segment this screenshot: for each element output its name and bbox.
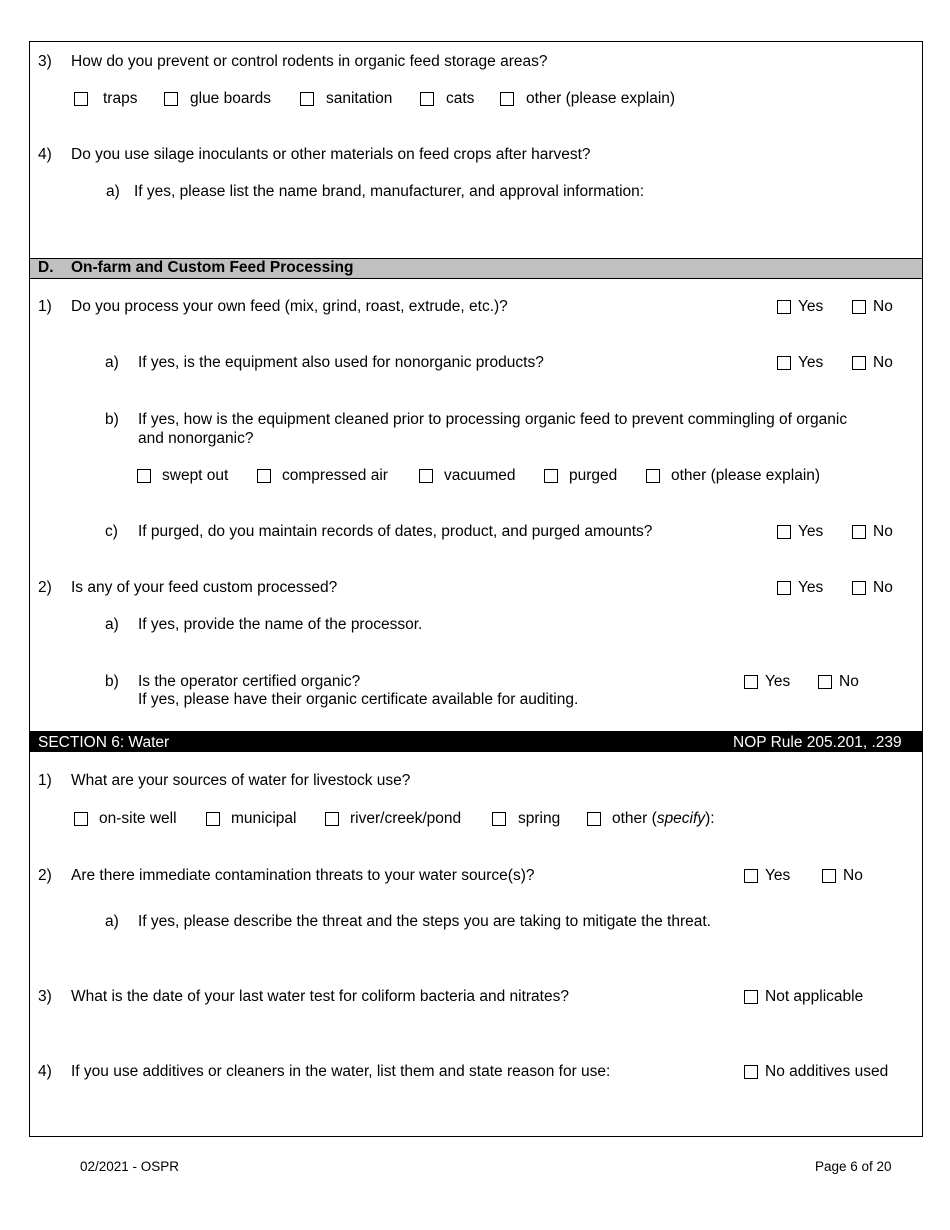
question-number: 4)	[38, 146, 52, 163]
question-number: 2)	[38, 579, 52, 596]
other-water-label: other (specify):	[612, 810, 715, 827]
equipment-nonorganic-question: If yes, is the equipment also used for nonorganic products?	[138, 354, 544, 371]
no-label: No	[873, 354, 893, 371]
cats-label: cats	[446, 90, 475, 107]
equipment-cleaning-question-line1: If yes, how is the equipment cleaned prior to processing organic feed to prevent commingling of organic	[138, 411, 848, 428]
subquestion-label: b)	[105, 673, 119, 690]
equipment-nonorganic-no-checkbox[interactable]	[852, 356, 866, 370]
equipment-cleaning-question-line2: and nonorganic?	[138, 430, 254, 447]
swept-out-label: swept out	[162, 467, 229, 484]
no-additives-checkbox[interactable]	[744, 1065, 758, 1079]
purge-records-no-checkbox[interactable]	[852, 525, 866, 539]
other-rodent-checkbox[interactable]	[500, 92, 514, 106]
process-feed-yes-checkbox[interactable]	[777, 300, 791, 314]
contamination-yes-checkbox[interactable]	[744, 869, 758, 883]
spring-checkbox[interactable]	[492, 812, 506, 826]
traps-label: traps	[103, 90, 138, 107]
onsite-well-label: on-site well	[99, 810, 177, 827]
custom-processed-yes-checkbox[interactable]	[777, 581, 791, 595]
operator-certified-no-checkbox[interactable]	[818, 675, 832, 689]
no-label: No	[873, 523, 893, 540]
municipal-checkbox[interactable]	[206, 812, 220, 826]
operator-certified-yes-checkbox[interactable]	[744, 675, 758, 689]
other-rodent-label: other (please explain)	[526, 90, 676, 107]
silage-question: Do you use silage inoculants or other materials on feed crops after harvest?	[71, 146, 591, 163]
sanitation-label: sanitation	[326, 90, 393, 107]
threat-description-prompt: If yes, please describe the threat and the steps you are taking to mitigate the threat.	[138, 913, 711, 930]
vacuumed-label: vacuumed	[444, 467, 516, 484]
no-additives-label: No additives used	[765, 1063, 889, 1080]
purged-checkbox[interactable]	[544, 469, 558, 483]
question-number: 2)	[38, 867, 52, 884]
equipment-nonorganic-yes-checkbox[interactable]	[777, 356, 791, 370]
subquestion-label: c)	[105, 523, 118, 540]
yes-label: Yes	[765, 867, 791, 884]
river-creek-pond-checkbox[interactable]	[325, 812, 339, 826]
custom-processed-question: Is any of your feed custom processed?	[71, 579, 338, 596]
silage-followup-text: If yes, please list the name brand, manufacturer, and approval information:	[134, 183, 645, 200]
section-d-title: On-farm and Custom Feed Processing	[71, 259, 354, 276]
section-6-title: SECTION 6: Water	[38, 734, 170, 751]
no-label: No	[873, 579, 893, 596]
other-cleaning-label: other (please explain)	[671, 467, 821, 484]
yes-label: Yes	[798, 298, 824, 315]
section-6-rule: NOP Rule 205.201, .239	[733, 734, 902, 751]
yes-label: Yes	[798, 579, 824, 596]
subquestion-label: a)	[105, 616, 119, 633]
cats-checkbox[interactable]	[420, 92, 434, 106]
process-feed-no-checkbox[interactable]	[852, 300, 866, 314]
water-test-question: What is the date of your last water test for coliform bacteria and nitrates?	[71, 988, 569, 1005]
purged-label: purged	[569, 467, 618, 484]
not-applicable-label: Not applicable	[765, 988, 864, 1005]
question-number: 3)	[38, 53, 52, 70]
traps-checkbox[interactable]	[74, 92, 88, 106]
compressed-air-label: compressed air	[282, 467, 388, 484]
spring-label: spring	[518, 810, 561, 827]
question-number: 1)	[38, 772, 52, 789]
compressed-air-checkbox[interactable]	[257, 469, 271, 483]
water-additives-question: If you use additives or cleaners in the water, list them and state reason for use:	[71, 1063, 611, 1080]
contamination-threats-question: Are there immediate contamination threats to your water source(s)?	[71, 867, 535, 884]
other-cleaning-checkbox[interactable]	[646, 469, 660, 483]
footer-page-number: Page 6 of 20	[815, 1159, 892, 1174]
subquestion-label: a)	[105, 913, 119, 930]
other-water-checkbox[interactable]	[587, 812, 601, 826]
subquestion-label: a)	[106, 183, 120, 200]
process-feed-question: Do you process your own feed (mix, grind, roast, extrude, etc.)?	[71, 298, 508, 315]
section-d-letter: D.	[38, 259, 54, 276]
water-sources-question: What are your sources of water for livestock use?	[71, 772, 411, 789]
sanitation-checkbox[interactable]	[300, 92, 314, 106]
footer-revision: 02/2021 - OSPR	[80, 1159, 180, 1174]
operator-certified-question: Is the operator certified organic?	[138, 673, 361, 690]
rodent-control-question: How do you prevent or control rodents in organic feed storage areas?	[71, 53, 548, 70]
yes-label: Yes	[765, 673, 791, 690]
processor-name-prompt: If yes, provide the name of the processor.	[138, 616, 423, 633]
yes-label: Yes	[798, 354, 824, 371]
vacuumed-checkbox[interactable]	[419, 469, 433, 483]
purge-records-question: If purged, do you maintain records of dates, product, and purged amounts?	[138, 523, 653, 540]
yes-label: Yes	[798, 523, 824, 540]
onsite-well-checkbox[interactable]	[74, 812, 88, 826]
question-number: 1)	[38, 298, 52, 315]
certificate-note: If yes, please have their organic certificate available for auditing.	[138, 691, 579, 708]
river-creek-pond-label: river/creek/pond	[350, 810, 462, 827]
swept-out-checkbox[interactable]	[137, 469, 151, 483]
question-number: 4)	[38, 1063, 52, 1080]
subquestion-label: b)	[105, 411, 119, 428]
no-label: No	[843, 867, 863, 884]
no-label: No	[873, 298, 893, 315]
purge-records-yes-checkbox[interactable]	[777, 525, 791, 539]
contamination-no-checkbox[interactable]	[822, 869, 836, 883]
custom-processed-no-checkbox[interactable]	[852, 581, 866, 595]
subquestion-label: a)	[105, 354, 119, 371]
question-number: 3)	[38, 988, 52, 1005]
glue-boards-checkbox[interactable]	[164, 92, 178, 106]
municipal-label: municipal	[231, 810, 297, 827]
not-applicable-checkbox[interactable]	[744, 990, 758, 1004]
no-label: No	[839, 673, 859, 690]
glue-boards-label: glue boards	[190, 90, 272, 107]
